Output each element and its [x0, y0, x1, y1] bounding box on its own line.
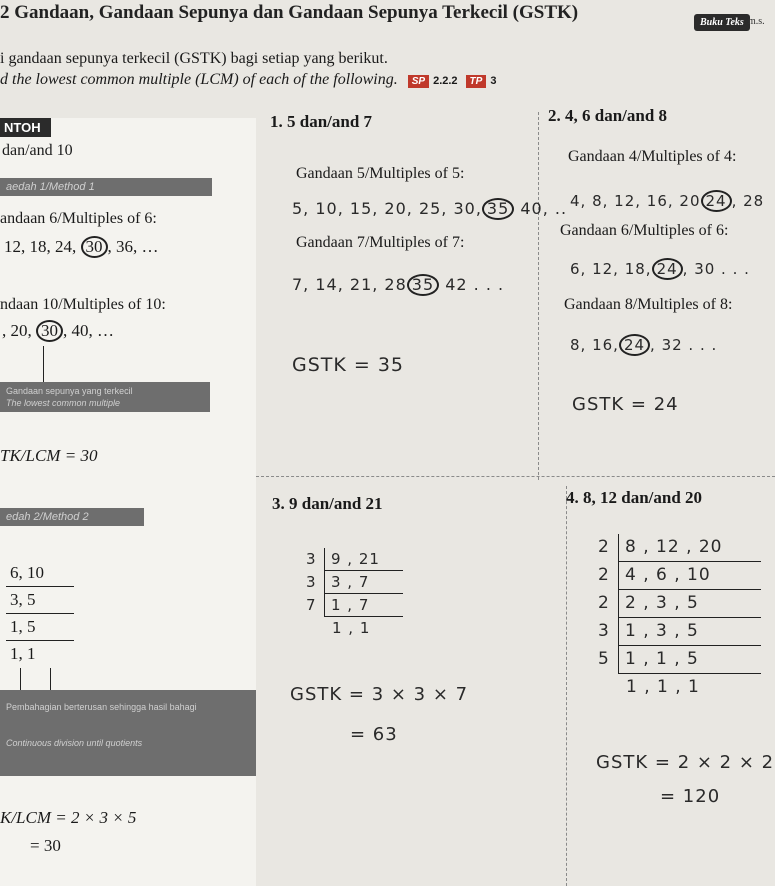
q2-m6-tail: , 30 . . . [682, 260, 750, 278]
q2-m6-label: Gandaan 6/Multiples of 6: [560, 222, 729, 239]
q4-cell-2: 4 , 6 , 10 [618, 562, 761, 590]
note2-box [0, 690, 256, 776]
q4-cell-5: 1 , 1 , 5 [618, 646, 761, 674]
q4-label: 4. 8, 12 dan/and 20 [566, 488, 703, 507]
div-row-4: 1, 1 [10, 644, 36, 663]
divider-vertical-top [538, 112, 539, 480]
q3-result-line2: = 63 [350, 724, 398, 745]
q4-cell-3: 2 , 3 , 5 [618, 590, 761, 618]
q4-cell-6: 1 , 1 , 1 [626, 677, 700, 697]
q3-row-2 [306, 571, 404, 594]
q3-cell-4: 1 , 1 [332, 619, 371, 637]
q4-row-3 [598, 590, 762, 618]
q2-m4-values: 4, 8, 12, 16, 20 [570, 192, 701, 210]
instruction-malay: i gandaan sepunya terkecil (GSTK) bagi setiap yang berikut. [0, 50, 388, 67]
q3-divisor-2: 3 [306, 573, 317, 591]
divider-horizontal [256, 476, 775, 477]
q1-m7-values: 7, 14, 21, 28 [292, 275, 407, 294]
example-multiples10-tail: , 40, … [63, 321, 114, 340]
q2-m8-values: 8, 16, [570, 336, 619, 354]
arrow-line-2a [20, 668, 21, 690]
q4-divisor-5: 5 [598, 649, 610, 669]
q3-divisor-3: 7 [306, 596, 317, 614]
q4-result-line1: GSTK = 2 × 2 × 2 [596, 752, 775, 773]
div-row-3: 1, 5 [6, 614, 74, 641]
q4-result-line2: = 120 [660, 786, 721, 807]
example-result1: TK/LCM = 30 [0, 446, 98, 465]
q2-m4-label: Gandaan 4/Multiples of 4: [568, 148, 737, 165]
example-result2-line1: K/LCM = 2 × 3 × 5 [0, 808, 137, 827]
div-row-1: 6, 10 [6, 560, 74, 587]
q2-m6-answer [570, 258, 750, 280]
q4-row-2 [598, 562, 762, 590]
example-multiples10-values: , 20, [2, 321, 32, 340]
q2-m8-tail: , 32 . . . [650, 336, 718, 354]
example-multiples10-list [2, 320, 114, 342]
q3-row-3 [306, 594, 404, 617]
note1-line2: The lowest common multiple [6, 398, 121, 408]
example-multiples10-circled: 30 [36, 320, 63, 342]
example-question-text: dan/and 10 [2, 142, 73, 159]
q4-row-4 [598, 618, 762, 646]
method1-label: aedah 1/Method 1 [0, 178, 212, 196]
q1-m5-label: Gandaan 5/Multiples of 5: [296, 165, 465, 182]
q3-divisor-1: 3 [306, 550, 317, 568]
tp-level: 3 [490, 75, 497, 87]
q1-label: 1. 5 dan/and 7 [270, 112, 373, 131]
q1-m5-answer [292, 198, 567, 220]
q1-m5-tail: 40, .. [520, 199, 568, 218]
div-row-2: 3, 5 [6, 587, 74, 614]
arrow-line-1 [43, 346, 44, 382]
q2-m6-values: 6, 12, 18, [570, 260, 652, 278]
q2-m4-answer [570, 190, 764, 212]
q2-m6-circled: 24 [652, 258, 683, 280]
instruction-english-text: d the lowest common multiple (LCM) of each of the following. [0, 71, 398, 88]
sp-code: 2.2.2 [433, 75, 458, 87]
q3-cell-1: 9 , 21 [324, 548, 403, 571]
example-multiples6-circled: 30 [81, 236, 108, 258]
note1-line1: Gandaan sepunya yang terkecil [6, 386, 133, 396]
example-multiples6-tail: , 36, … [107, 237, 159, 256]
page-title: 2 Gandaan, Gandaan Sepunya dan Gandaan Sepunya Terkecil (GSTK) [0, 2, 579, 23]
note2-line1: Pembahagian berterusan sehingga hasil bahagi [6, 702, 197, 712]
q2-m8-label: Gandaan 8/Multiples of 8: [564, 296, 733, 313]
instruction-english [0, 71, 496, 89]
example-multiples6-values: 12, 18, 24, [4, 237, 77, 256]
q1-result: GSTK = 35 [292, 354, 405, 376]
q4-divisor-4: 3 [598, 621, 610, 641]
q1-m7-label: Gandaan 7/Multiples of 7: [296, 234, 465, 251]
q1-m5-circled: 35 [482, 198, 514, 220]
q2-label: 2. 4, 6 dan/and 8 [548, 106, 668, 125]
example-multiples6-list [4, 236, 159, 258]
q3-result-line1: GSTK = 3 × 3 × 7 [290, 684, 469, 705]
q4-row-6 [598, 674, 762, 701]
q3-cell-3: 1 , 7 [324, 594, 403, 617]
divider-vertical-bottom [566, 486, 567, 886]
q3-division [306, 548, 404, 639]
note1-box [0, 382, 210, 412]
q1-m7-tail: 42 . . . [445, 275, 505, 294]
example-question [2, 142, 73, 160]
page-ref-label: m.s. [748, 16, 765, 27]
q3-label: 3. 9 dan/and 21 [272, 494, 383, 513]
example-multiples6-label: andaan 6/Multiples of 6: [0, 210, 157, 227]
q1-m7-answer [292, 274, 504, 296]
textbook-badge: Buku Teks [694, 14, 750, 31]
q4-divisor-1: 2 [598, 537, 610, 557]
note2-line2: Continuous division until quotients [6, 738, 143, 748]
q2-m4-circled: 24 [701, 190, 732, 212]
q4-divisor-2: 2 [598, 565, 610, 585]
q2-m8-answer [570, 334, 717, 356]
q4-divisor-3: 2 [598, 593, 610, 613]
q3-row-4 [306, 617, 404, 639]
tp-tag: TP [466, 75, 487, 88]
arrow-line-2b [50, 668, 51, 690]
q4-division [598, 534, 762, 701]
q4-cell-4: 1 , 3 , 5 [618, 618, 761, 646]
q4-row-1 [598, 534, 762, 562]
q4-row-5 [598, 646, 762, 674]
sp-tag: SP [408, 75, 429, 88]
q4-cell-1: 8 , 12 , 20 [618, 534, 761, 562]
example-result2-line2: = 30 [30, 836, 61, 855]
q2-m8-circled: 24 [619, 334, 650, 356]
q3-cell-2: 3 , 7 [324, 571, 403, 594]
method2-label: edah 2/Method 2 [0, 508, 144, 526]
example-multiples10-label: ndaan 10/Multiples of 10: [0, 296, 166, 313]
q1-m7-circled: 35 [407, 274, 439, 296]
q3-row-1 [306, 548, 404, 571]
q1-m5-values: 5, 10, 15, 20, 25, 30, [292, 199, 482, 218]
example-label: NTOH [0, 118, 51, 137]
q2-m4-tail: , 28 [731, 192, 765, 210]
example-division-table [6, 560, 74, 667]
q2-result: GSTK = 24 [572, 394, 679, 415]
